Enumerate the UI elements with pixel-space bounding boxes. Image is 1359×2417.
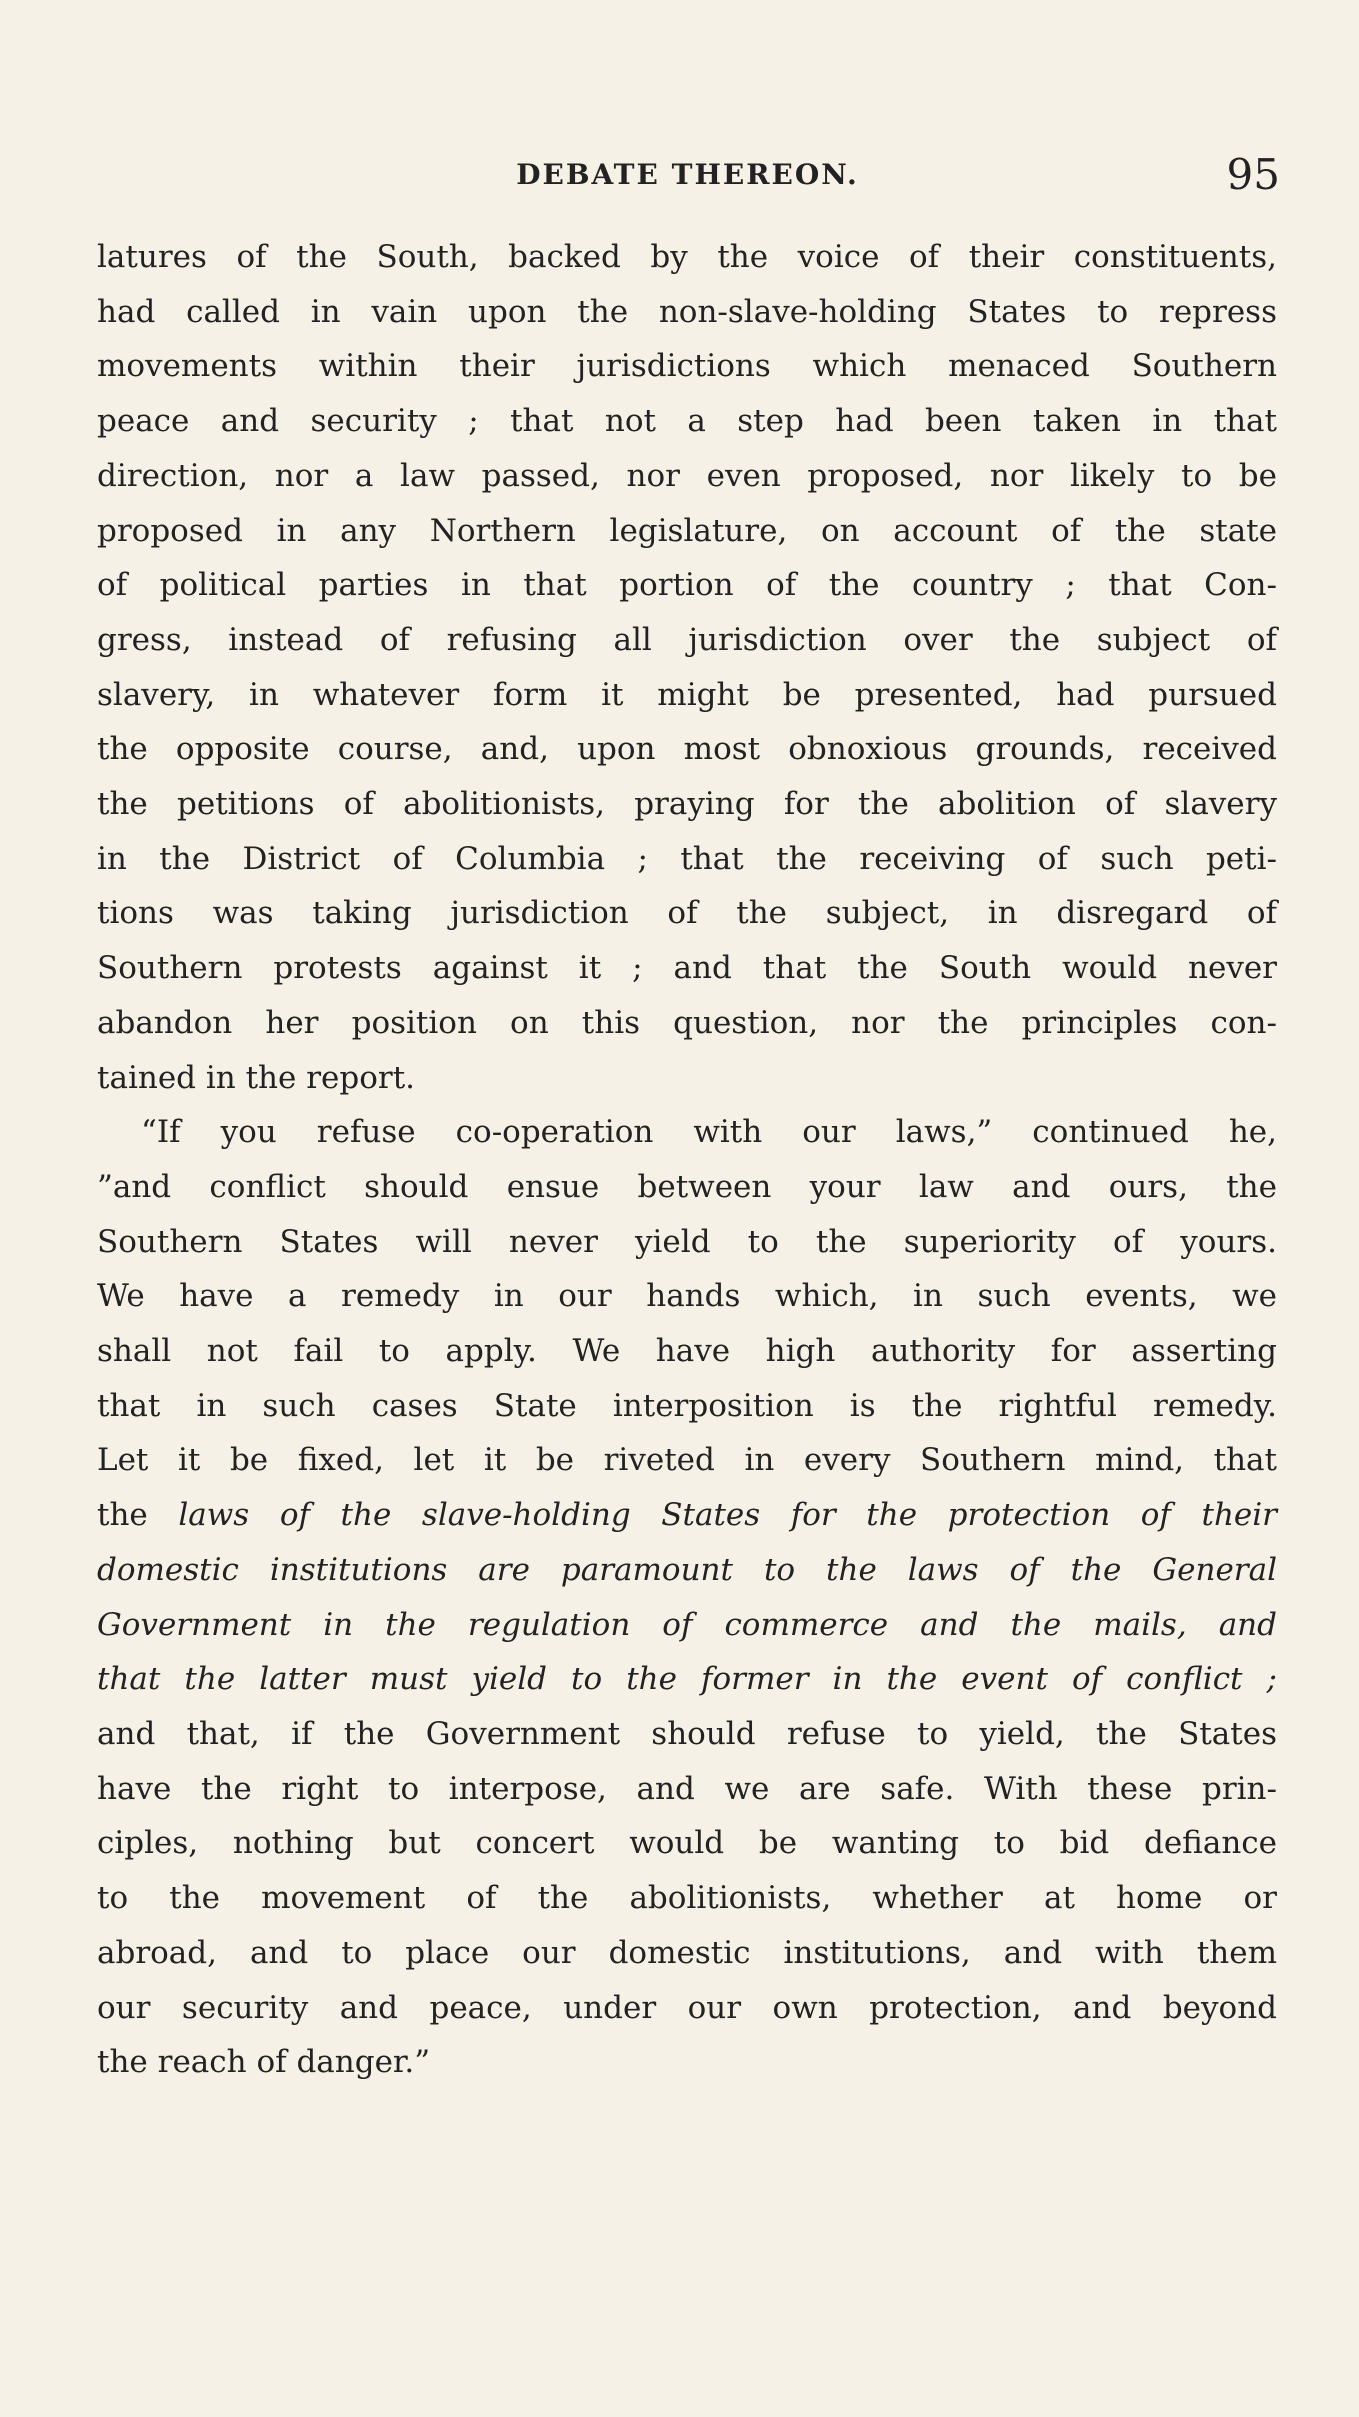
line-text: have the right to interpose, and we are safe. With these prin-	[97, 1770, 1277, 1807]
text-line	[97, 1926, 1277, 1981]
running-title: DEBATE THEREON.	[516, 158, 859, 191]
text-line	[97, 722, 1277, 777]
text-line	[97, 394, 1277, 449]
line-text: the opposite course, and, upon most obnoxious grounds, received	[97, 731, 1277, 768]
text-line	[97, 1981, 1277, 2036]
line-text: We have a remedy in our hands which, in such events, we	[97, 1278, 1277, 1315]
text-line	[97, 230, 1277, 285]
line-text: slavery, in whatever form it might be presented, had pursued	[97, 676, 1277, 713]
text-line	[97, 2035, 1277, 2090]
text-line	[97, 1215, 1277, 1270]
line-text: proposed in any Northern legislature, on account of the state	[97, 512, 1277, 549]
text-line	[97, 668, 1277, 723]
line-text: tions was taking jurisdiction of the subject, in disregard of	[97, 895, 1277, 932]
body-text	[97, 230, 1277, 2090]
text-line	[97, 777, 1277, 832]
text-line	[97, 613, 1277, 668]
line-text-italic: laws of the slave-holding States for the protection of their	[178, 1497, 1277, 1534]
text-line	[97, 832, 1277, 887]
text-line	[97, 1433, 1277, 1488]
line-text-italic: that the latter must yield to the former in the event of conflict ;	[97, 1661, 1277, 1698]
text-line	[97, 996, 1277, 1051]
text-line	[97, 1598, 1277, 1653]
line-text: our security and peace, under our own protection, and beyond	[97, 1989, 1277, 2026]
text-line	[97, 941, 1277, 996]
text-line	[97, 1379, 1277, 1434]
text-line	[97, 1105, 1277, 1160]
text-line	[97, 504, 1277, 559]
line-text: of political parties in that portion of the country ; that Con-	[97, 567, 1277, 604]
text-line	[97, 1160, 1277, 1215]
line-text: shall not fail to apply. We have high authority for asserting	[97, 1333, 1277, 1370]
text-line	[97, 339, 1277, 394]
text-line	[97, 1707, 1277, 1762]
line-text: tained in the report.	[97, 1059, 416, 1096]
line-text: the reach of danger.”	[97, 2044, 431, 2081]
line-text: “If you refuse co-operation with our laws,” continued he,	[141, 1114, 1277, 1151]
line-text: and that, if the Government should refuse to yield, the States	[97, 1715, 1277, 1752]
line-text: Let it be fixed, let it be riveted in every Southern mind, that	[97, 1442, 1277, 1479]
line-text: to the movement of the abolitionists, whether at home or	[97, 1880, 1277, 1917]
line-text: gress, instead of refusing all jurisdiction over the subject of	[97, 621, 1277, 658]
line-text: had called in vain upon the non-slave-holding States to repress	[97, 293, 1277, 330]
line-text: peace and security ; that not a step had been taken in that	[97, 403, 1277, 440]
line-text: Southern protests against it ; and that the South would never	[97, 950, 1277, 987]
text-line	[97, 1762, 1277, 1817]
text-line	[97, 886, 1277, 941]
line-text: that in such cases State interposition is the rightful remedy.	[97, 1387, 1277, 1424]
line-text: ”and conflict should ensue between your law and ours, the	[97, 1168, 1277, 1205]
line-text-prefix: the	[97, 1497, 179, 1534]
line-text: ciples, nothing but concert would be wanting to bid defiance	[97, 1825, 1277, 1862]
line-text: movements within their jurisdictions which menaced Southern	[97, 348, 1277, 385]
text-line	[97, 1652, 1277, 1707]
line-text-italic: domestic institutions are paramount to the laws of the General	[97, 1551, 1277, 1588]
text-line	[97, 449, 1277, 504]
text-line	[97, 1269, 1277, 1324]
text-line	[97, 1324, 1277, 1379]
text-line	[97, 1051, 1277, 1106]
text-line	[97, 285, 1277, 340]
text-line	[97, 1488, 1277, 1543]
page-number: 95	[1226, 150, 1280, 199]
line-text: direction, nor a law passed, nor even proposed, nor likely to be	[97, 457, 1277, 494]
line-text: Southern States will never yield to the superiority of yours.	[97, 1223, 1277, 1260]
running-head	[95, 150, 1280, 200]
line-text: in the District of Columbia ; that the receiving of such peti-	[97, 840, 1277, 877]
line-text: abandon her position on this question, nor the principles con-	[97, 1004, 1277, 1041]
line-text: the petitions of abolitionists, praying for the abolition of slavery	[97, 786, 1277, 823]
text-line	[97, 1871, 1277, 1926]
text-line	[97, 1816, 1277, 1871]
text-line	[97, 1543, 1277, 1598]
text-line	[97, 558, 1277, 613]
line-text: abroad, and to place our domestic institutions, and with them	[97, 1934, 1277, 1971]
line-text: latures of the South, backed by the voice of their constituents,	[97, 239, 1277, 275]
line-text-italic: Government in the regulation of commerce and the mails, and	[97, 1606, 1277, 1643]
